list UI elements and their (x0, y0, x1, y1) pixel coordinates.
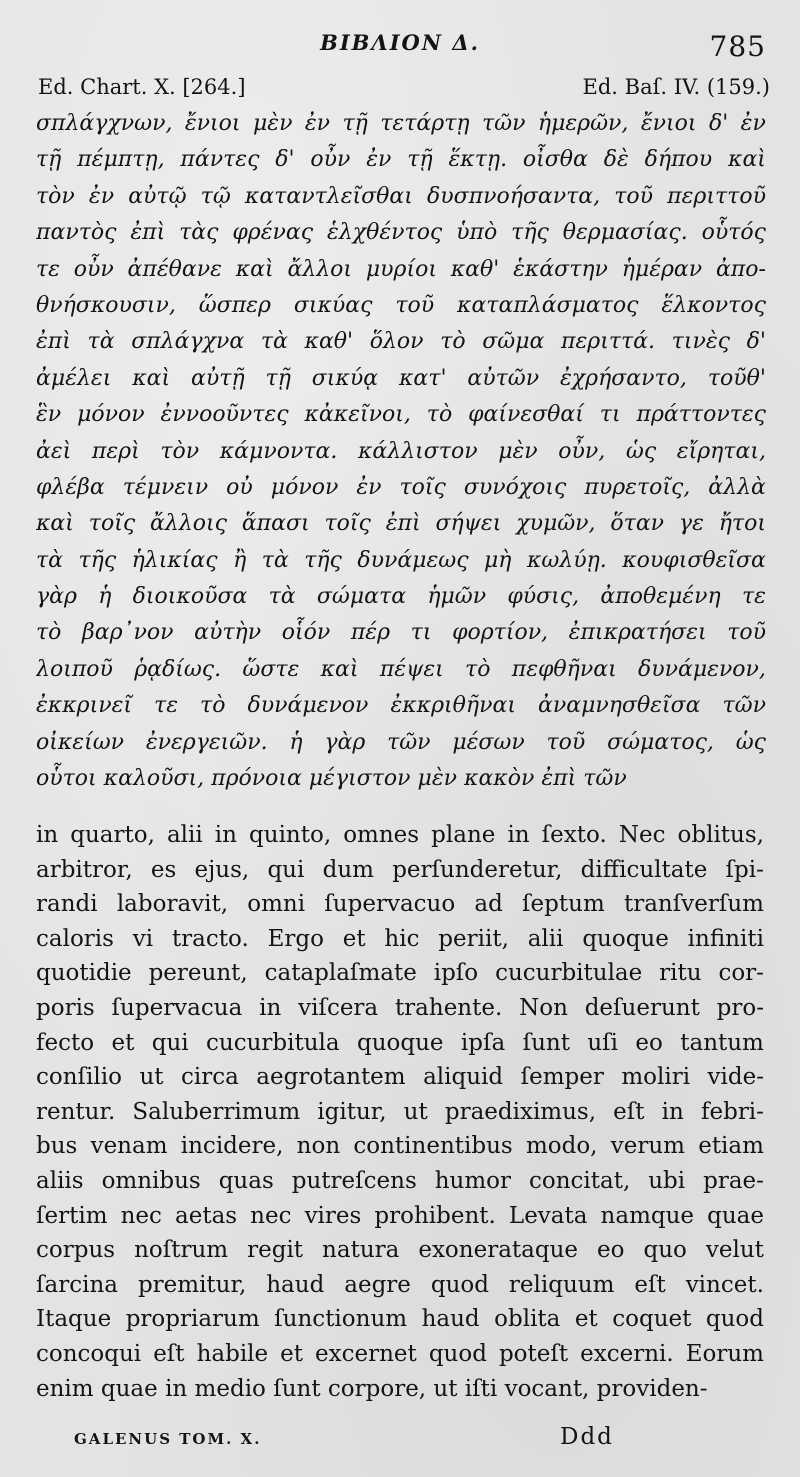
latin-text-line: ſarcina premitur, haud aegre quod reliquum eſt vincet. (36, 1271, 764, 1298)
greek-text-line: λοιποῦ ῥᾳδίως. ὥστε καὶ πέψει τὸ πεφθῆναι δυνάμενον, (36, 656, 766, 682)
latin-text-line: enim quae in medio ſunt corpore, ut iſti vocant, providen- (36, 1375, 708, 1402)
greek-text-line: ἀμέλει καὶ αὐτῇ τῇ σικύᾳ κατ' αὐτῶν ἐχρήσαντο, τοῦθ' (36, 365, 766, 391)
greek-text-line: ἐπὶ τὰ σπλάγχνα τὰ καθ' ὅλον τὸ σῶμα περιττά. τινὲς δ' (36, 329, 766, 355)
edition-reference-chartier: Ed. Chart. X. [264.] (38, 75, 246, 99)
latin-text-line: rentur. Saluberrimum igitur, ut praediximus, eſt in febri- (36, 1098, 764, 1125)
footer-signature-title: GALENUS TOM. X. (74, 1430, 262, 1448)
latin-text-line: bus venam incidere, non continentibus modo, verum etiam (36, 1133, 764, 1160)
latin-text-line: quotidie pereunt, cataplaſmate ipſo cucurbitulae ritu cor- (36, 960, 764, 987)
latin-text-column (36, 818, 764, 1406)
footer-signature-mark: Ddd (560, 1424, 614, 1450)
greek-text-line: γὰρ ἡ διοικοῦσα τὰ σώματα ἡμῶν φύσις, ἀποθεμένη τε (36, 584, 766, 610)
running-title: ΒΙΒΛΙΟΝ Δ. (320, 30, 480, 55)
latin-text-line: Itaque propriarum ſunctionum haud oblita et coquet quod (36, 1306, 764, 1333)
greek-text-line: τὰ τῆς ἡλικίας ἢ τὰ τῆς δυνάμεως μὴ κωλύῃ. κουφισθεῖσα (36, 547, 766, 573)
latin-text-line: randi laboravit, omni ſupervacuo ad ſeptum tranſverſum (36, 891, 764, 918)
latin-text-line: poris ſupervacua in viſcera trahente. Non deſuerunt pro- (36, 994, 764, 1021)
greek-text-line: ἓν μόνον ἐννοοῦντες κἀκεῖνοι, τὸ φαίνεσθαί τι πράττοντες (36, 402, 766, 428)
greek-text-column (36, 106, 766, 797)
page-number: 785 (709, 30, 766, 63)
latin-text-line: concoqui eſt habile et excernet quod poteſt excerni. Eorum (36, 1340, 764, 1367)
greek-text-line: οὗτοι καλοῦσι, πρόνοια μέγιστον μὲν κακὸν ἐπὶ τῶν (36, 766, 627, 792)
latin-text-line: aliis omnibus quas putreſcens humor concitat, ubi prae- (36, 1167, 764, 1194)
latin-text-line: conſilio ut circa aegrotantem aliquid ſemper moliri vide- (36, 1064, 764, 1091)
greek-text-line: τὸν ἐν αὐτῷ τῷ καταντλεῖσθαι δυσπνοήσαντα, τοῦ περιττοῦ (36, 183, 766, 209)
greek-text-line: φλέβα τέμνειν οὐ μόνον ἐν τοῖς συνόχοις πυρετοῖς, ἀλλὰ (36, 474, 766, 500)
greek-text-line: τῇ πέμπτῃ, πάντες δ' οὖν ἐν τῇ ἕκτῃ. οἶσθα δὲ δήπου καὶ (36, 147, 766, 173)
latin-text-line: in quarto, alii in quinto, omnes plane in ſexto. Nec oblitus, (36, 822, 764, 848)
greek-text-line: καὶ τοῖς ἄλλοις ἅπασι τοῖς ἐπὶ σήψει χυμῶν, ὅταν γε ἤτοι (36, 511, 766, 537)
latin-text-line: ſertim nec aetas nec vires prohibent. Levata namque quae (36, 1202, 764, 1229)
latin-text-line: caloris vi tracto. Ergo et hic periit, alii quoque infiniti (36, 925, 764, 952)
greek-text-line: σπλάγχνων, ἔνιοι μὲν ἐν τῇ τετάρτῃ τῶν ἡμερῶν, ἔνιοι δ' ἐν (36, 111, 766, 136)
greek-text-line: τὸ βαρ᾽νον αὐτὴν οἷόν πέρ τι φορτίον, ἐπικρατήσει τοῦ (36, 620, 766, 646)
edition-reference-basel: Ed. Baſ. IV. (159.) (582, 75, 770, 99)
greek-text-line: παντὸς ἐπὶ τὰς φρένας ἑλχθέντος ὑπὸ τῆς θερμασίας. οὗτός (36, 220, 766, 246)
greek-text-line: οἰκείων ἐνεργειῶν. ἡ γὰρ τῶν μέσων τοῦ σώματος, ὡς (36, 729, 766, 755)
latin-text-line: fecto et qui cucurbitula quoque ipſa ſunt uſi eo tantum (36, 1029, 764, 1056)
greek-text-line: τε οὖν ἀπέθανε καὶ ἄλλοι μυρίοι καθ' ἑκάστην ἡμέραν ἀπο- (36, 256, 766, 282)
latin-text-line: arbitror, es ejus, qui dum perſunderetur, difficultate ſpi- (36, 856, 764, 883)
greek-text-line: θνήσκουσιν, ὥσπερ σικύας τοῦ καταπλάσματος ἕλκοντος (36, 292, 766, 318)
greek-text-line: ἀεὶ περὶ τὸν κάμνοντα. κάλλιστον μὲν οὖν, ὡς εἴρηται, (36, 438, 766, 464)
greek-text-line: ἐκκρινεῖ τε τὸ δυνάμενον ἐκκριθῆναι ἀναμνησθεῖσα τῶν (36, 693, 766, 719)
latin-text-line: corpus noſtrum regit natura exonerataque eo quo velut (36, 1237, 764, 1264)
